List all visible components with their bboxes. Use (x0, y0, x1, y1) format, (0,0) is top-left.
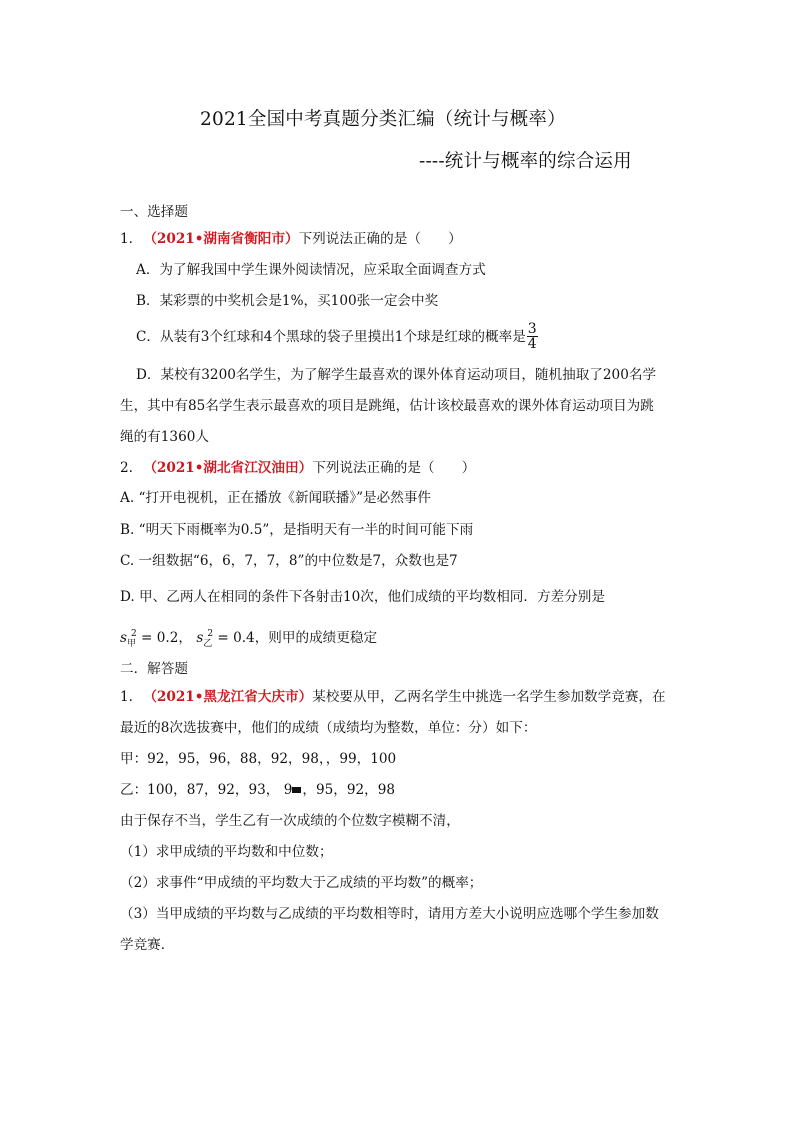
option-c (136, 323, 538, 352)
section-heading-choice: 一、选择题 (120, 204, 188, 220)
value-yi: = 0.4 (213, 630, 255, 646)
question-1 (120, 688, 666, 706)
sub-question-3-line-2: 学竞赛． (120, 937, 175, 953)
question-number: 1. (120, 231, 133, 247)
note-text: 由于保存不当，学生乙有一次成绩的个位数字模糊不清， (120, 813, 460, 829)
fraction-numerator: 3 (527, 321, 537, 337)
question-stem: 下列说法正确的是（ ） (298, 231, 462, 247)
option-c: C. 一组数据“6，6，7，7，8”的中位数是7，众数也是7 (120, 553, 458, 569)
question-1 (120, 230, 462, 248)
value-jia: = 0.2， (136, 630, 192, 646)
scores-yi-part-1: 乙：100，87，92，93， 9 (120, 782, 293, 798)
question-stem-line-2: 最近的8次选拔赛中，他们的成绩（成绩均为整数，单位：分）如下： (120, 720, 537, 736)
option-a: A. “打开电视机，正在播放《新闻联播》”是必然事件 (120, 490, 432, 506)
scores-yi-part-2: ，95，92，98 (302, 782, 396, 798)
subscript-jia: 甲 (126, 639, 136, 649)
section-heading-answer: 二．解答题 (120, 661, 188, 677)
smudge-mark (292, 787, 301, 793)
question-source: （2021•湖北省江汉油田） (143, 460, 313, 476)
document-title: 2021全国中考真题分类汇编（统计与概率） (200, 109, 566, 130)
variance-formula (120, 629, 377, 649)
sub-question-2: （2）求事件“甲成绩的平均数大于乙成绩的平均数”的概率； (120, 875, 483, 891)
option-b: B．某彩票的中奖机会是1%，买100张一定会中奖 (136, 293, 439, 309)
document-subtitle: ----统计与概率的综合运用 (419, 151, 632, 172)
superscript: 2 (207, 629, 214, 639)
question-stem: 某校要从甲，乙两名学生中挑选一名学生参加数学竞赛，在 (312, 689, 666, 705)
option-a: A．为了解我国中学生课外阅读情况，应采取全面调查方式 (136, 262, 486, 278)
option-d-line-1: D．某校有3200名学生，为了解学生最喜欢的课外体育运动项目，随机抽取了200名学 (136, 367, 657, 383)
question-number: 2. (120, 460, 133, 476)
scores-jia: 甲：92，95，96，88，92，98，，99，100 (120, 751, 397, 767)
question-source: （2021•湖南省衡阳市） (143, 231, 299, 247)
option-d-line-2: 生，其中有85名学生表示最喜欢的项目是跳绳，估计该校最喜欢的课外体育运动项目为跳 (120, 398, 654, 414)
fraction-denominator: 4 (527, 336, 537, 352)
question-2 (120, 459, 475, 477)
variance-symbol: s (196, 630, 204, 646)
question-number: 1. (120, 689, 133, 705)
option-d: D. 甲、乙两人在相同的条件下各射击10次，他们成绩的平均数相同．方差分别是 (120, 589, 605, 605)
scores-yi (120, 781, 395, 799)
variance-symbol: s (120, 630, 127, 646)
fraction (527, 322, 538, 351)
sub-question-1: （1）求甲成绩的平均数和中位数； (120, 844, 333, 860)
superscript: 2 (131, 629, 137, 639)
option-d-line-3: 绳的有1360人 (120, 429, 209, 445)
sub-question-3: （3）当甲成绩的平均数与乙成绩的平均数相等时，请用方差大小说明应选哪个学生参加数 (120, 906, 659, 922)
option-b: B. “明天下雨概率为0.5”，是指明天有一半的时间可能下雨 (120, 522, 474, 538)
option-c-text: C．从装有3个红球和4个黑球的袋子里摸出1个球是红球的概率是 (136, 329, 526, 345)
question-source: （2021•黑龙江省大庆市） (143, 689, 313, 705)
question-stem: 下列说法正确的是（ ） (312, 460, 476, 476)
subscript-yi: 乙 (203, 639, 213, 649)
formula-tail: ，则甲的成绩更稳定 (254, 630, 378, 646)
